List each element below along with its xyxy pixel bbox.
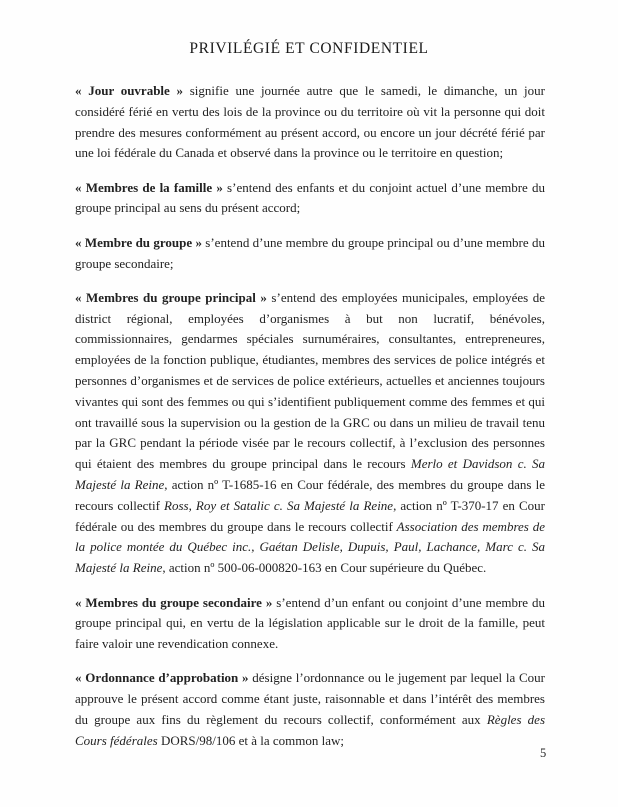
text-run-normal: , action nº T-1685-16 en Cour fédérale, des membres du groupe dans le recours collectif xyxy=(75,477,545,513)
paragraph-definition-membres-du-groupe-principal xyxy=(75,288,545,579)
paragraph-definition-jour-ouvrable xyxy=(75,81,545,164)
text-run-bold: « Membres du groupe principal » xyxy=(75,289,267,305)
paragraph-definition-membres-du-groupe-secondaire xyxy=(75,593,545,655)
text-run-italic: Ross, Roy et Satalic c. Sa Majesté la Reine xyxy=(164,497,394,513)
paragraph-definition-membres-de-la-famille xyxy=(75,178,545,220)
text-run-bold: « Membre du groupe » xyxy=(75,234,202,250)
text-run-italic: Règles des Cours fédérales xyxy=(75,712,546,748)
text-run-bold: « Membres de la famille » xyxy=(75,179,223,195)
text-run-italic: Merlo et Davidson c. Sa Majesté la Reine xyxy=(75,456,545,493)
text-run-normal: , action nº T-370-17 en Cour fédérale ou des membres du groupe dans le recours collectif xyxy=(75,497,545,534)
document-body xyxy=(0,58,618,752)
text-run-bold: « Jour ouvrable » xyxy=(75,83,184,98)
text-run-normal: , action nº 500-06-000820-163 en Cour supérieure du Québec. xyxy=(162,560,487,576)
text-run-normal: s’entend des enfants et du conjoint actuel d’une membre du groupe principal au sens du présent accord; xyxy=(75,179,546,216)
text-run-bold: « Membres du groupe secondaire » xyxy=(75,594,273,610)
text-run-italic: Association des membres de la police montée du Québec inc., Gaétan Delisle, Dupuis, Paul, Lachance, Marc c. Sa Majesté la Reine xyxy=(75,518,545,576)
text-run-bold: « Ordonnance d’approbation » xyxy=(75,670,249,686)
text-run-normal: s’entend d’un enfant ou conjoint d’une membre du groupe principal qui, en vertu de la législation applicable sur le droit de la famille, peut faire valoir une revendication connexe. xyxy=(75,594,545,652)
paragraph-definition-membre-du-groupe xyxy=(75,233,545,275)
text-run-normal: s’entend d’une membre du groupe principal ou d’une membre du groupe secondaire; xyxy=(75,234,545,271)
text-run-normal: s’entend des employées municipales, employées de district régional, employées d’organismes à but non lucratif, bénévoles, commissionnaires, gendarmes spéciales surnuméraires, consultantes, entrepreneures, employées de la fonction publique, étudiantes, membres des services de police intégrés et personnes d’organismes et de services de police extérieurs, actuelles et anciennes toujours vivantes qui sont des femmes ou qui s’identifient publiquement comme des femmes et qui ont travaillé sous la supervision ou la gestion de la GRC ou dans un milieu de travail tenu par la GRC pendant la période visée par le recours collectif, à l’exclusion des personnes qui étaient des membres du groupe principal dans le recours xyxy=(75,289,545,472)
paragraph-definition-ordonnance-approbation xyxy=(75,668,545,751)
text-run-normal: désigne l’ordonnance ou le jugement par lequel la Cour approuve le présent accord comme étant juste, raisonnable et dans l’intérêt des membres du groupe aux fins du règlement du recours collectif, conformément aux xyxy=(75,670,546,728)
page-title: PRIVILÉGIÉ ET CONFIDENTIEL xyxy=(189,40,429,57)
text-run-normal: signifie une journée autre que le samedi, le dimanche, un jour considéré férié en vertu des lois de la province ou du territoire où vit la personne qui doit prendre des mesures conformément au présent accord, ou encore un jour décrété férié par une loi fédérale du Canada et observé dans la province ou le territoire en question; xyxy=(75,83,545,161)
text-run-normal: DORS/98/106 et à la common law; xyxy=(157,732,345,748)
page-number: 5 xyxy=(540,746,547,760)
